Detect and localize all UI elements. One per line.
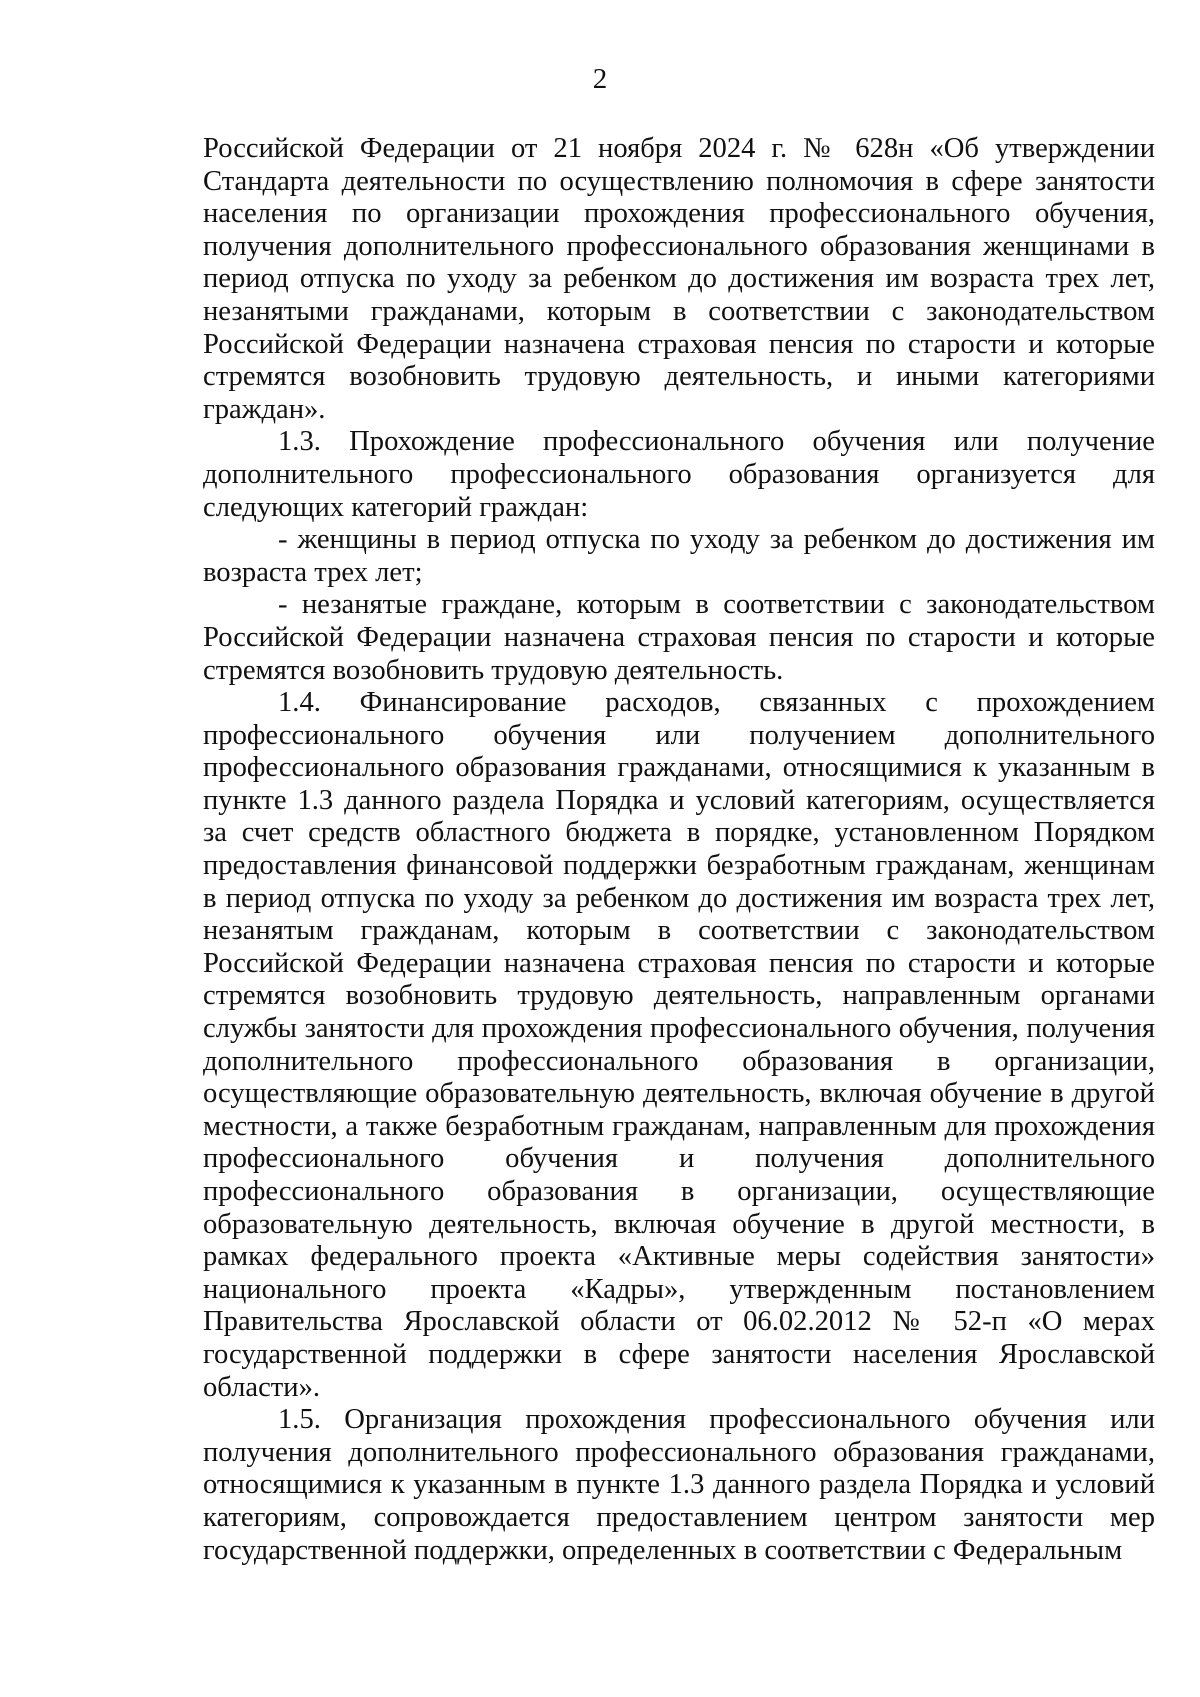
list-item-women: - женщины в период отпуска по уходу за ребенком до достижения им возраста трех лет; — [203, 524, 1155, 588]
page-number: 2 — [592, 63, 608, 95]
paragraph-1-5: 1.5. Организация прохождения профессионального обучения или получения дополнительного профессионального образования гражданами, относящимися к указанным в пункте 1.3 данного раздела Порядка и условий категориям, сопровождается предоставлением центром занятости мер государственной поддержки, определенных в соответствии с Федеральным — [203, 1404, 1155, 1566]
document-body — [203, 133, 1155, 1567]
paragraph-standard-reference: Российской Федерации от 21 ноября 2024 г. № 628н «Об утверждении Стандарта деятельности по осуществлению полномочия в сфере занятости населения по организации прохождения профессионального обучения, получения дополнительного профессионального образования женщинами в период отпуска по уходу за ребенком до достижения им возраста трех лет, незанятыми гражданами, которым в соответствии с законодательством Российской Федерации назначена страховая пенсия по старости и которые стремятся возобновить трудовую деятельность, и иными категориями граждан». — [203, 133, 1155, 425]
paragraph-1-4: 1.4. Финансирование расходов, связанных с прохождением профессионального обучения или получением дополнительного профессионального образования гражданами, относящимися к указанным в пункте 1.3 данного раздела Порядка и условий категориям, осуществляется за счет средств областного бюджета в порядке, установленном Порядком предоставления финансовой поддержки безработным гражданам, женщинам в период отпуска по уходу за ребенком до достижения им возраста трех лет, незанятым гражданам, которым в соответствии с законодательством Российской Федерации назначена страховая пенсия по старости и которые стремятся возобновить трудовую деятельность, направленным органами службы занятости для прохождения профессионального обучения, получения дополнительного профессионального образования в организации, осуществляющие образовательную деятельность, включая обучение в другой местности, а также безработным гражданам, направленным для прохождения профессионального обучения и получения дополнительного профессионального образования в организации, осуществляющие образовательную деятельность, включая обучение в другой местности, в рамках федерального проекта «Активные меры содействия занятости» национального проекта «Кадры», утвержденным постановлением Правительства Ярославской области от 06.02.2012 № 52-п «О мерах государственной поддержки в сфере занятости населения Ярославской области». — [203, 687, 1155, 1403]
list-item-unemployed: - незанятые граждане, которым в соответствии с законодательством Российской Федерации назначена страховая пенсия по старости и которые стремятся возобновить трудовую деятельность. — [203, 589, 1155, 686]
paragraph-1-3: 1.3. Прохождение профессионального обучения или получение дополнительного профессионального образования организуется для следующих категорий граждан: — [203, 426, 1155, 523]
